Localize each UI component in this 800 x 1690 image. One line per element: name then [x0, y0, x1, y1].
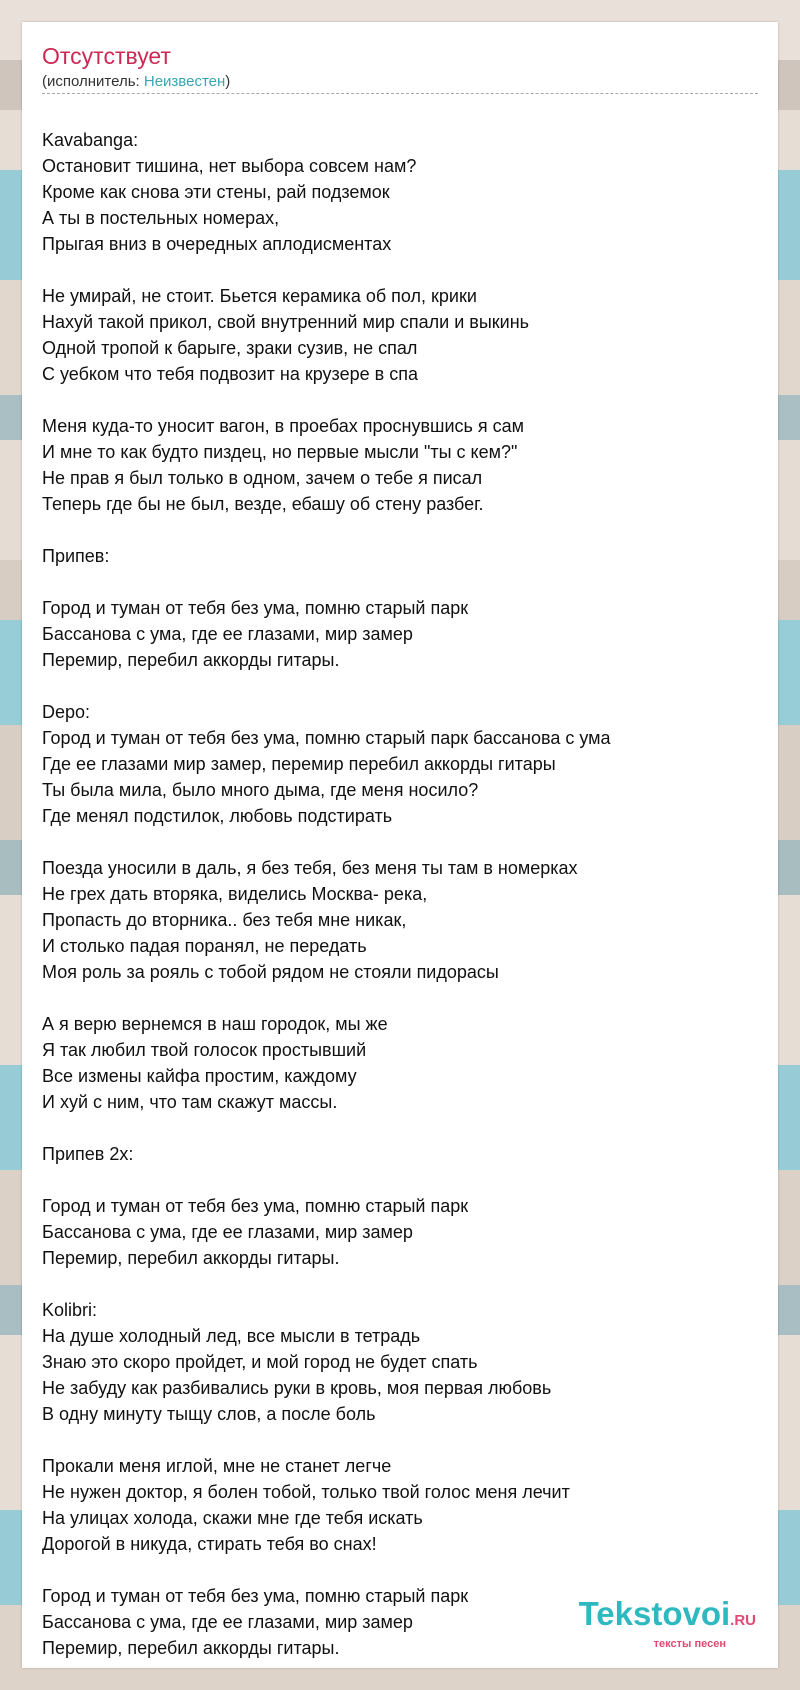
lyric-line: Где ее глазами мир замер, перемир перебил аккорды гитары: [42, 754, 556, 774]
lyric-line: Знаю это скоро пройдет, и мой город не будет спать: [42, 1352, 478, 1372]
lyric-line: Прыгая вниз в очередных аплодисментах: [42, 234, 392, 254]
logo-tagline: тексты песен: [653, 1638, 726, 1650]
lyric-blank-line: [42, 257, 758, 283]
lyric-line: Город и туман от тебя без ума, помню старый парк бассанова с ума: [42, 728, 611, 748]
lyric-line: Город и туман от тебя без ума, помню старый парк: [42, 598, 469, 618]
lyric-line: Остановит тишина, нет выбора совсем нам?: [42, 156, 417, 176]
lyric-line: Одной тропой к барыге, зраки сузив, не спал: [42, 338, 418, 358]
site-logo[interactable]: [579, 1597, 756, 1650]
lyric-line: Город и туман от тебя без ума, помню старый парк: [42, 1196, 469, 1216]
lyric-line: А я верю вернемся в наш городок, мы же: [42, 1014, 388, 1034]
lyric-line: Не умирай, не стоит. Бьется керамика об пол, крики: [42, 286, 477, 306]
lyric-line: Моя роль за рояль с тобой рядом не стояли пидорасы: [42, 962, 499, 982]
lyric-blank-line: [42, 387, 758, 413]
lyric-line: Прокали меня иглой, мне не станет легче: [42, 1456, 392, 1476]
song-title: Отсутствует: [42, 43, 171, 69]
lyric-line: А ты в постельных номерах,: [42, 208, 280, 228]
lyric-line: Не грех дать вторяка, виделись Москва- река,: [42, 884, 428, 904]
logo-tld: .RU: [730, 1612, 756, 1629]
artist-line: [42, 72, 758, 92]
lyric-line: Бассанова с ума, где ее глазами, мир замер: [42, 1222, 413, 1242]
lyric-line: Нахуй такой прикол, свой внутренний мир спали и выкинь: [42, 312, 530, 332]
lyric-line: На улицах холода, скажи мне где тебя искать: [42, 1508, 423, 1528]
lyric-line: На душе холодный лед, все мысли в тетрадь: [42, 1326, 421, 1346]
lyric-line: Припев 2x:: [42, 1144, 134, 1164]
song-header: [42, 42, 758, 94]
lyrics-text: [42, 127, 758, 1661]
lyric-blank-line: [42, 829, 758, 855]
lyric-line: Не прав я был только в одном, зачем о тебе я писал: [42, 468, 483, 488]
lyric-line: Перемир, перебил аккорды гитары.: [42, 1248, 340, 1268]
artist-prefix: (исполнитель:: [42, 73, 144, 90]
lyric-blank-line: [42, 517, 758, 543]
logo-name: Tekstovoi: [578, 1595, 731, 1632]
lyric-line: С уебком что тебя подвозит на крузере в спа: [42, 364, 418, 384]
lyric-line: В одну минуту тыщу слов, а после боль: [42, 1404, 376, 1424]
lyric-blank-line: [42, 1427, 758, 1453]
lyric-line: Kavabanga:: [42, 130, 139, 150]
lyric-line: Кроме как снова эти стены, рай подземок: [42, 182, 390, 202]
lyric-line: Не нужен доктор, я болен тобой, только твой голос меня лечит: [42, 1482, 570, 1502]
header-divider: [42, 93, 758, 94]
lyric-line: Город и туман от тебя без ума, помню старый парк: [42, 1586, 469, 1606]
lyric-blank-line: [42, 1115, 758, 1141]
lyric-line: Ты была мила, было много дыма, где меня носило?: [42, 780, 479, 800]
lyric-line: Не забуду как разбивались руки в кровь, моя первая любовь: [42, 1378, 552, 1398]
lyric-line: И столько падая поранял, не передать: [42, 936, 367, 956]
lyric-line: Перемир, перебил аккорды гитары.: [42, 650, 340, 670]
artist-suffix: ): [225, 73, 231, 90]
lyric-line: И мне то как будто пиздец, но первые мысли "ты с кем?": [42, 442, 518, 462]
lyric-line: Все измены кайфа простим, каждому: [42, 1066, 357, 1086]
lyric-line: И хуй с ним, что там скажут массы.: [42, 1092, 338, 1112]
lyric-line: Depo:: [42, 702, 91, 722]
lyric-line: Бассанова с ума, где ее глазами, мир замер: [42, 624, 413, 644]
lyric-line: Пропасть до вторника.. без тебя мне никак,: [42, 910, 407, 930]
lyric-blank-line: [42, 1271, 758, 1297]
lyric-line: Kolibri:: [42, 1300, 98, 1320]
lyric-line: Меня куда-то уносит вагон, в проебах проснувшись я сам: [42, 416, 525, 436]
lyric-line: Перемир, перебил аккорды гитары.: [42, 1638, 340, 1658]
lyric-line: Я так любил твой голосок простывший: [42, 1040, 367, 1060]
lyrics-card: [22, 22, 778, 1668]
lyric-blank-line: [42, 569, 758, 595]
lyric-line: Припев:: [42, 546, 110, 566]
lyric-line: Бассанова с ума, где ее глазами, мир замер: [42, 1612, 413, 1632]
lyric-line: Дорогой в никуда, стирать тебя во снах!: [42, 1534, 377, 1554]
lyric-line: Теперь где бы не был, везде, ебашу об стену разбег.: [42, 494, 484, 514]
lyric-line: Где менял подстилок, любовь подстирать: [42, 806, 393, 826]
artist-link[interactable]: Неизвестен: [143, 73, 226, 90]
lyric-blank-line: [42, 985, 758, 1011]
lyric-blank-line: [42, 673, 758, 699]
lyric-line: Поезда уносили в даль, я без тебя, без меня ты там в номерках: [42, 858, 578, 878]
lyric-blank-line: [42, 1557, 758, 1583]
lyric-blank-line: [42, 1167, 758, 1193]
